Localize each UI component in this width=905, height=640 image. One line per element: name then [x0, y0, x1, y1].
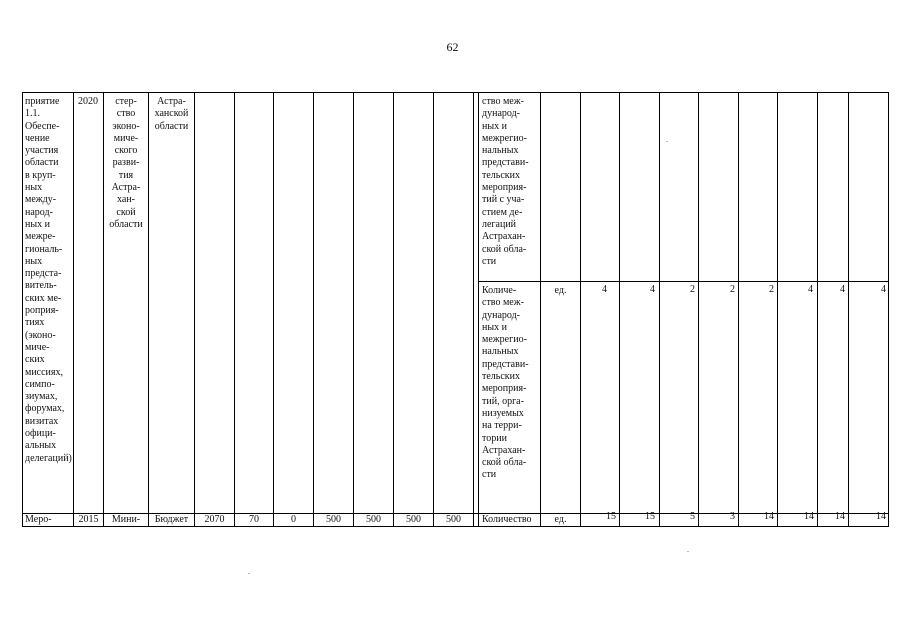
bottom-value: 14: [835, 511, 845, 522]
column-divider: [393, 92, 394, 527]
column-divider: [313, 92, 314, 527]
column-divider: [22, 92, 23, 527]
column-divider: [888, 92, 889, 527]
bottom-year-value: 0: [291, 514, 296, 525]
region-cell: Астра- ханской области: [154, 96, 189, 132]
measure-name-cell: приятие 1.1. Обеспе- чение участия области в круп- ных между- народ- ных и межре- гиональ- ных предста- витель- ских ме- роприя- тиях (эконо- миче- ских миссиях, симпо- зиумах, форумах, визитах офици- альных делегаций): [25, 96, 72, 464]
bottom-year-value: 500: [326, 514, 341, 525]
column-divider: [73, 92, 74, 527]
indicator-text-cell: ство меж- дународ- ных и межрегио- нальных представи- тельских мероприя- тий с уча- стием де- легаций Астрахан- ской обла- сти: [482, 96, 529, 267]
indicator-value: 2: [730, 284, 735, 295]
column-divider: [619, 92, 620, 527]
column-divider: [659, 92, 660, 527]
column-divider: [473, 92, 474, 527]
bottom-value: 15: [606, 511, 616, 522]
indicator-value: 2: [769, 284, 774, 295]
column-divider: [817, 92, 818, 527]
bottom-year-value: 500: [406, 514, 421, 525]
bottom-value: 14: [804, 511, 814, 522]
bottom-name-cell: Меро-: [25, 514, 52, 525]
bottom-year-value: 500: [446, 514, 461, 525]
bottom-year-cell: 2015: [78, 514, 99, 525]
bottom-value: 14: [876, 511, 886, 522]
column-divider: [194, 92, 195, 527]
bottom-source-cell: Бюджет: [154, 514, 189, 525]
column-divider: [777, 92, 778, 527]
bottom-executor-cell: Мини-: [111, 514, 141, 525]
indicator-value: 4: [808, 284, 813, 295]
column-divider: [848, 92, 849, 527]
scan-speck: [666, 141, 668, 142]
indicator-text-cell: Количе- ство меж- дународ- ных и межрегио- нальных представи- тельских мероприя- тий, орга- низуемых на терри- тории Астрахан- ской обла- сти: [482, 285, 529, 481]
column-divider: [433, 92, 434, 527]
bottom-year-value: 70: [249, 514, 259, 525]
page-number: 62: [446, 40, 459, 54]
column-divider: [234, 92, 235, 527]
column-divider: [698, 92, 699, 527]
column-divider: [738, 92, 739, 527]
bottom-value: 5: [690, 511, 695, 522]
column-divider: [580, 92, 581, 527]
column-divider: [353, 92, 354, 527]
scan-speck: [248, 573, 250, 574]
bottom-indicator-cell: Количество: [482, 514, 532, 525]
row-divider: [22, 526, 888, 527]
bottom-total-cell: 2070: [204, 514, 225, 525]
unit-cell: ед.: [554, 285, 567, 296]
indicator-value: 4: [602, 284, 607, 295]
column-divider: [540, 92, 541, 527]
year-cell: 2020: [78, 96, 98, 107]
indicator-value: 4: [881, 284, 886, 295]
indicator-value: 4: [840, 284, 845, 295]
bottom-value: 15: [645, 511, 655, 522]
executor-cell: стер- ство эконо- миче- ского разви- тия Астра- хан- ской области: [109, 96, 143, 230]
bottom-year-value: 500: [366, 514, 381, 525]
bottom-unit-cell: ед.: [554, 514, 567, 525]
scan-speck: [687, 551, 689, 552]
bottom-value: 14: [764, 511, 774, 522]
bottom-value: 3: [730, 511, 735, 522]
row-divider: [22, 92, 888, 93]
indicator-value: 2: [690, 284, 695, 295]
column-divider: [273, 92, 274, 527]
indicator-value: 4: [650, 284, 655, 295]
column-divider: [478, 92, 479, 527]
column-divider: [148, 92, 149, 527]
